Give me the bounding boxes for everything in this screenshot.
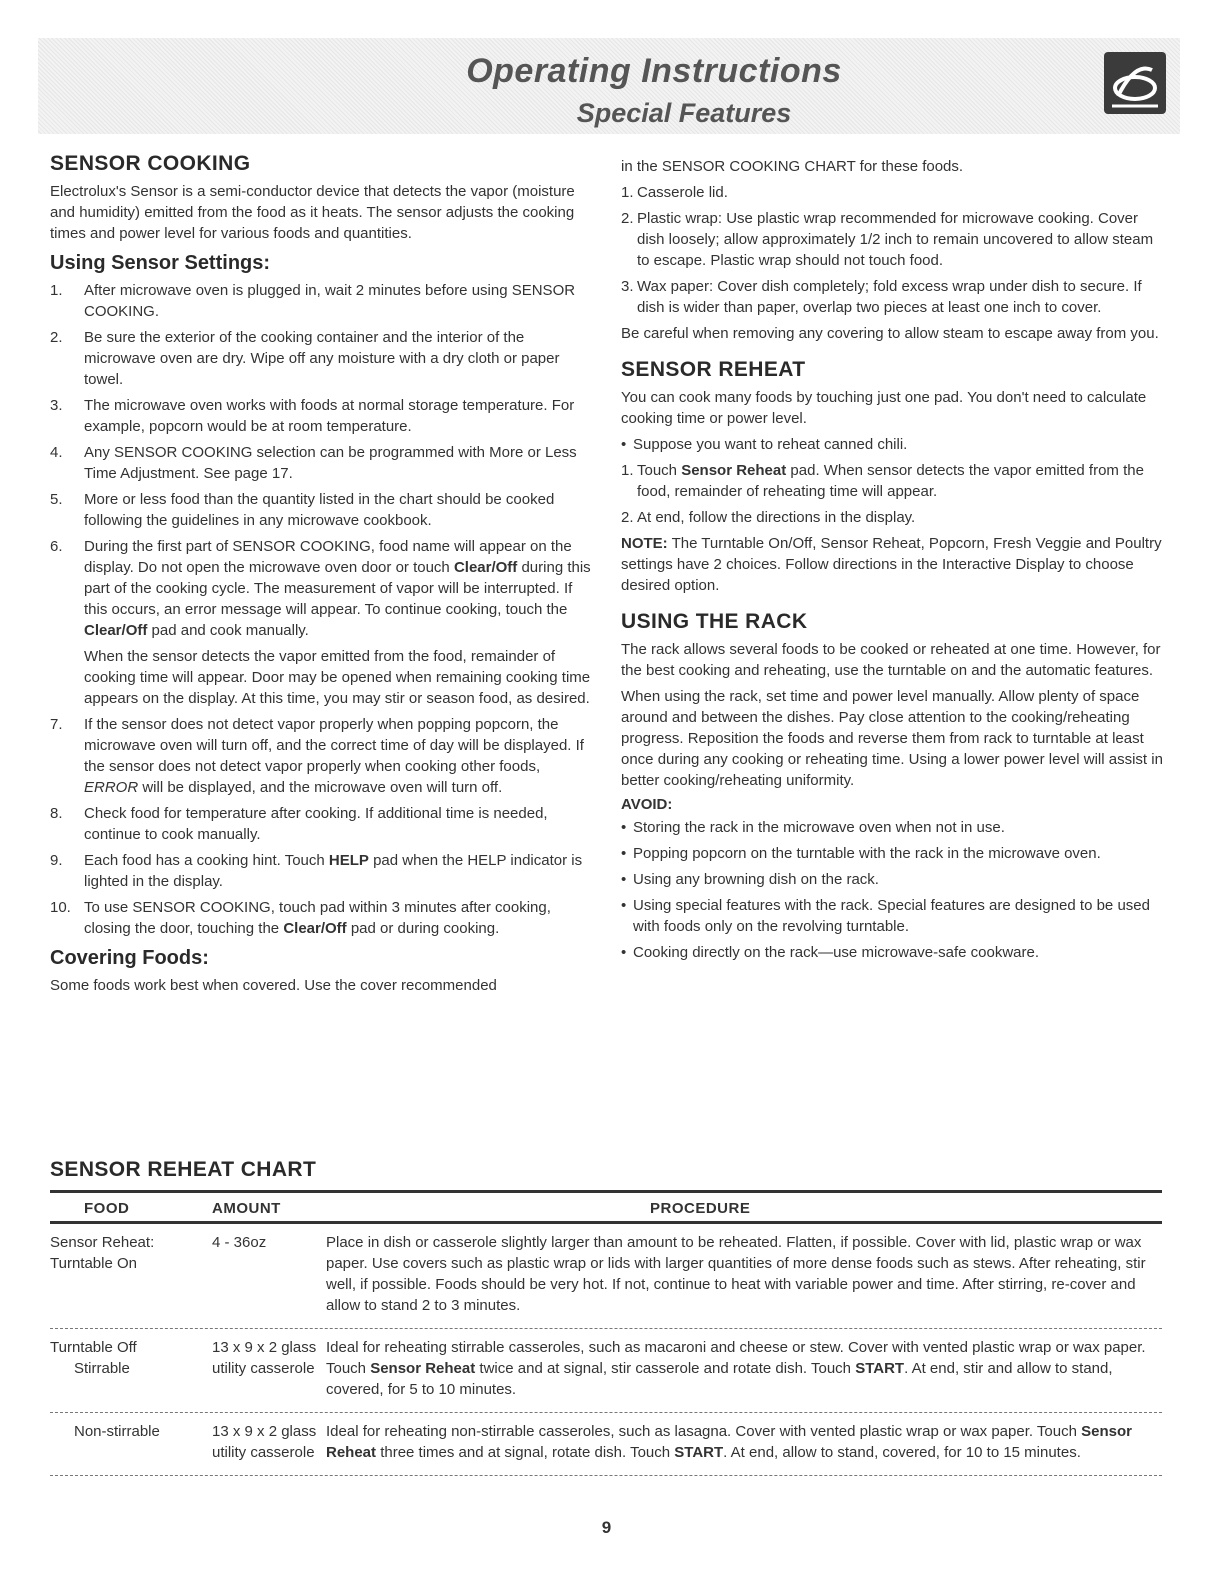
header-amount: AMOUNT <box>212 1200 281 1217</box>
rack-paragraph-1: The rack allows several foods to be cooked or reheated at one time. However, for the best cooking and reheating, use the turntable on and the automatic features. <box>621 641 1161 679</box>
avoid-list <box>621 817 1166 963</box>
list-item: 3. Wax paper: Cover dish completely; fold excess wrap under dish to secure. If dish is wider than paper, overlap two pieces at least one inch to cover. <box>621 278 1142 316</box>
list-item: 5. More or less food than the quantity listed in the chart should be cooked following the guidelines in any microwave cookbook. <box>50 491 555 529</box>
sensor-reheat-bullet <box>621 434 1166 455</box>
list-item: • Cooking directly on the rack—use microwave-safe cookware. <box>621 944 1040 961</box>
rack-paragraph-2: When using the rack, set time and power level manually. Allow plenty of space around and between the dishes. Pay close attention to the cooking/reheating progress. Reposition the foods and reverse them from rack to turntable at least once during any cooking or reheating time. Using a lower power level will assist in better cooking/reheating uniformity. <box>621 688 1163 789</box>
covering-foods-heading: Covering Foods: <box>50 947 209 969</box>
list-item: 7. If the sensor does not detect vapor properly when popping popcorn, the microwave oven will turn off, and the correct time of day will be displayed. If the sensor does not detect vapor properly when cooking other foods, ERROR will be displayed, and the microwave oven will turn off. <box>50 716 584 796</box>
sensor-cooking-heading: SENSOR COOKING <box>50 152 251 175</box>
sensor-reheat-note: NOTE: The Turntable On/Off, Sensor Reheat, Popcorn, Fresh Veggie and Poultry settings have 2 choices. Follow directions in the Interactive Display to choose desired option. <box>621 535 1162 594</box>
list-item: 4. Any SENSOR COOKING selection can be programmed with More or Less Time Adjustment. See page 17. <box>50 444 577 482</box>
list-item: 9. Each food has a cooking hint. Touch HELP pad when the HELP indicator is lighted in the display. <box>50 852 583 890</box>
list-item: 1. Touch Sensor Reheat pad. When sensor detects the vapor emitted from the food, remainder of reheating time will appear. <box>621 462 1144 500</box>
covering-note: Be careful when removing any covering to allow steam to escape away from you. <box>621 325 1159 342</box>
header-title: Operating Instructions <box>466 52 842 90</box>
avoid-label: AVOID: <box>621 796 673 813</box>
amount-cell: 13 x 9 x 2 glass utility casserole <box>212 1423 317 1461</box>
list-item: • Suppose you want to reheat canned chili. <box>621 436 908 453</box>
procedure-cell: Ideal for reheating non-stirrable casseroles, such as lasagna. Cover with vented plastic wrap or wax paper. Touch Sensor Reheat three times and at signal, rotate dish. Touch START. At end, allow to stand, covered, for 10 to 15 minutes. <box>326 1423 1132 1461</box>
microwave-dish-icon <box>1104 52 1166 114</box>
list-item: 10. To use SENSOR COOKING, touch pad within 3 minutes after cooking, closing the door, touching the Clear/Off pad or during cooking. <box>50 899 551 937</box>
using-rack-heading: USING THE RACK <box>621 610 808 633</box>
header-subtitle: Special Features <box>576 98 792 128</box>
table-row <box>50 1329 1162 1413</box>
list-item: • Storing the rack in the microwave oven when not in use. <box>621 819 1005 836</box>
food-cell: Turntable Off Stirrable <box>50 1339 137 1377</box>
right-column <box>621 156 1166 968</box>
procedure-cell: Place in dish or casserole slightly larger than amount to be reheated. Flatten, if possible. Cover with lid, plastic wrap or wax paper. Use covers such as plastic wrap or lids with larger quantities of more dense foods such as stews. After reheating, stir well, if possible. Foods should be very hot. If not, continue to heat with variable power and time. After stirring, re-cover and allow to stand 2 to 3 minutes. <box>326 1234 1146 1314</box>
list-item: 6. During the first part of SENSOR COOKING, food name will appear on the display. Do not open the microwave oven door or touch Clear/Off during this part of the cooking cycle. The measurement of vapor will be interrupted. If this occurs, an error message will appear. To continue cooking, touch the Clear/Off pad and cook manually. When the sensor detects the vapor emitted from the food, remainder of cooking time will appear. Door may be opened when remaining cooking time appears on the display. At this time, you may stir or season food, as desired. <box>50 538 591 707</box>
food-cell: Non-stirrable <box>74 1423 160 1440</box>
list-item: 1. Casserole lid. <box>621 184 728 201</box>
page-header <box>38 38 1180 134</box>
sensor-reheat-heading: SENSOR REHEAT <box>621 358 806 381</box>
procedure-cell: Ideal for reheating stirrable casseroles, such as macaroni and cheese or stew. Cover with vented plastic wrap or wax paper. Touch Sensor Reheat twice and at signal, stir casserole and rotate dish. Touch START. At end, stir and allow to stand, covered, for 5 to 10 minutes. <box>326 1339 1146 1398</box>
header-procedure: PROCEDURE <box>650 1200 751 1217</box>
sensor-reheat-steps <box>621 460 1166 528</box>
covering-list <box>621 182 1166 318</box>
list-item: 2. Plastic wrap: Use plastic wrap recommended for microwave cooking. Cover dish loosely; allow approximately 1/2 inch to remain uncovered to allow steam to escape. Plastic wrap should not touch food. <box>621 210 1154 269</box>
list-item: 1. After microwave oven is plugged in, wait 2 minutes before using SENSOR COOKING. <box>50 282 576 320</box>
chart-title: SENSOR REHEAT CHART <box>50 1158 317 1181</box>
using-sensor-heading: Using Sensor Settings: <box>50 252 271 274</box>
covering-intro: Some foods work best when covered. Use the cover recommended <box>50 977 497 994</box>
list-item: • Popping popcorn on the turntable with the rack in the microwave oven. <box>621 845 1101 862</box>
sensor-cooking-intro: Electrolux's Sensor is a semi-conductor device that detects the vapor (moisture and humidity) emitted from the food as it heats. The sensor adjusts the cooking times and power level for various foods and quantities. <box>50 183 575 242</box>
covering-intro-continued: in the SENSOR COOKING CHART for these foods. <box>621 158 964 175</box>
list-item: 3. The microwave oven works with foods at normal storage temperature. For example, popcorn would be at room temperature. <box>50 397 575 435</box>
header-food: FOOD <box>84 1200 130 1217</box>
amount-cell: 4 - 36oz <box>212 1234 267 1251</box>
list-item: 2. Be sure the exterior of the cooking container and the interior of the microwave oven are dry. Wipe off any moisture with a dry cloth or paper towel. <box>50 329 560 388</box>
chart-header-row <box>50 1190 1162 1224</box>
table-row <box>50 1224 1162 1329</box>
list-item: • Using special features with the rack. Special features are designed to be used with foods only on the revolving turntable. <box>621 897 1150 935</box>
sensor-reheat-intro: You can cook many foods by touching just one pad. You don't need to calculate cooking time or power level. <box>621 389 1147 427</box>
list-item: 2. At end, follow the directions in the display. <box>621 509 916 526</box>
list-item: 8. Check food for temperature after cooking. If additional time is needed, continue to cook manually. <box>50 805 548 843</box>
food-cell: Sensor Reheat: Turntable On <box>50 1234 155 1272</box>
page-number: 9 <box>601 1518 612 1537</box>
left-column <box>50 152 595 1001</box>
using-sensor-list <box>50 280 595 939</box>
list-item: • Using any browning dish on the rack. <box>621 871 879 888</box>
table-row <box>50 1413 1162 1476</box>
amount-cell: 13 x 9 x 2 glass utility casserole <box>212 1339 317 1377</box>
sensor-reheat-chart <box>50 1158 1162 1476</box>
